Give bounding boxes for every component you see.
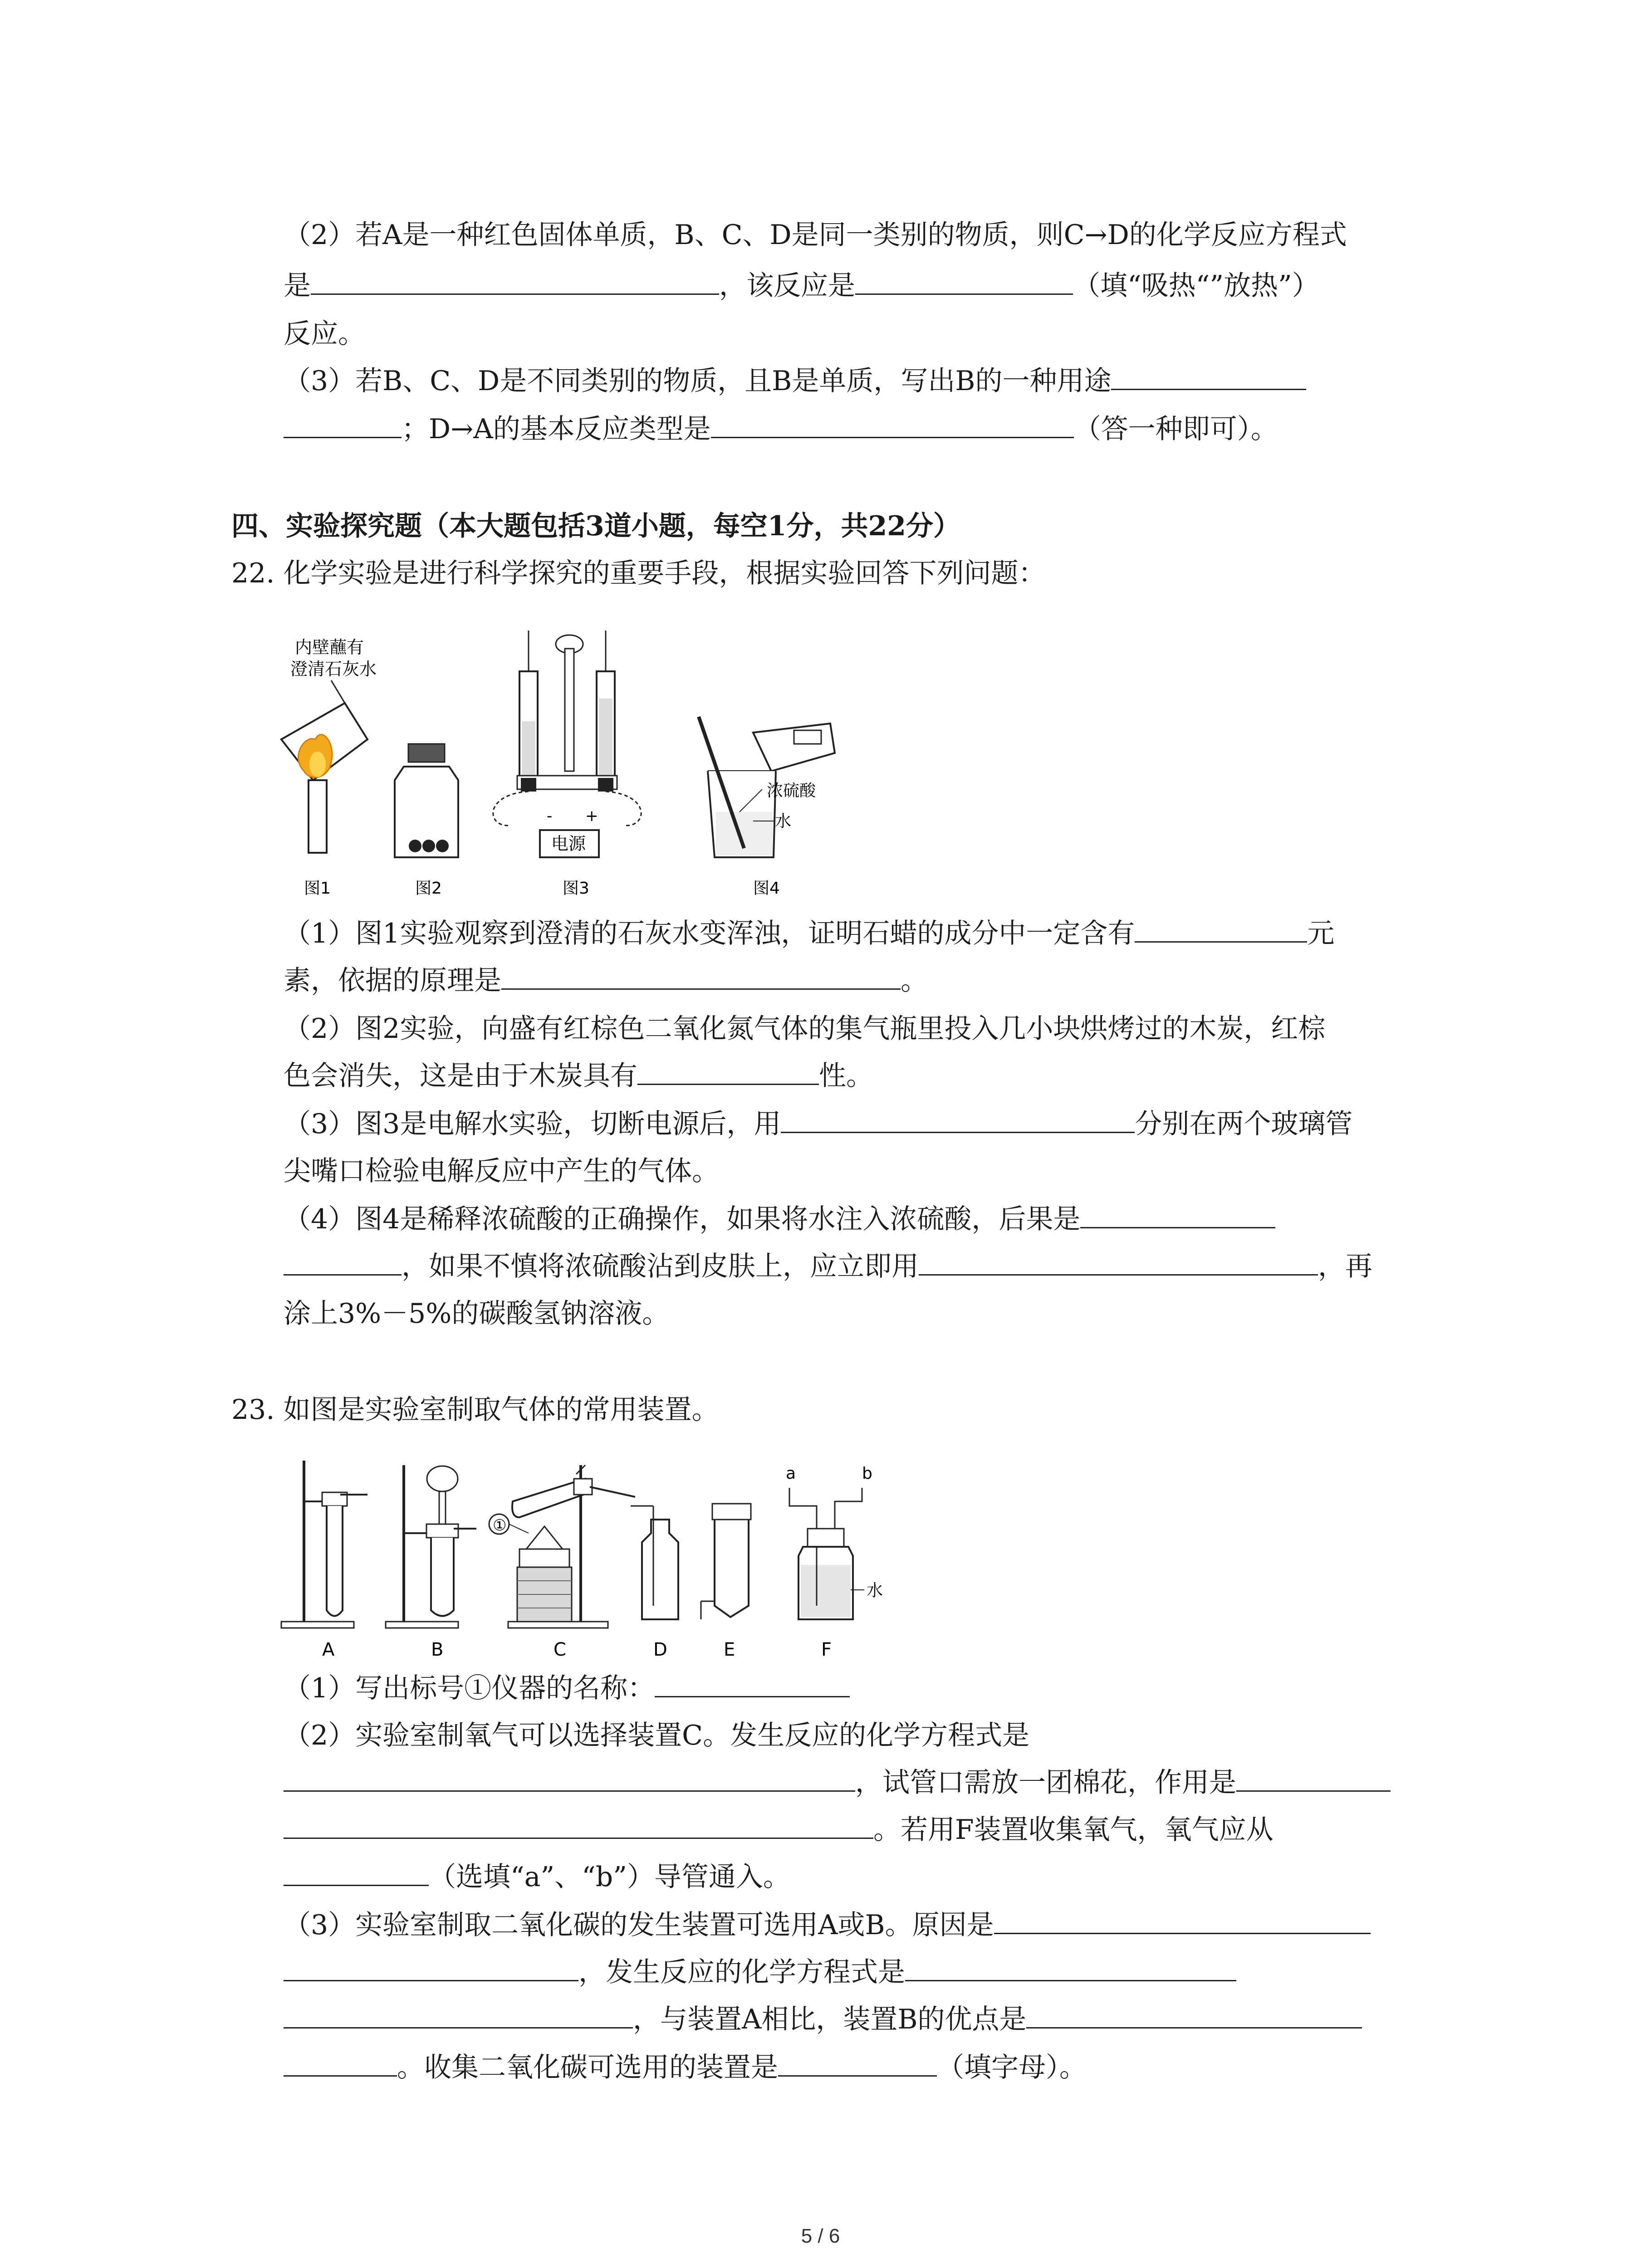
label-F: F [821,1639,832,1660]
q23-part3-line4: 。收集二氧化碳可选用的装置是 （填字母）。 [284,2045,1087,2090]
q21-part2-line1: （2）若A是一种红色固体单质，B、C、D是同一类别的物质，则C→D的化学反应方程式 [284,219,1347,251]
apparatus-E [701,1504,751,1660]
fig3-minus: - [547,807,553,825]
answer-blank[interactable] [311,265,719,295]
q23-part3-line3: ，与装置A相比，装置B的优点是 [284,1997,1362,2042]
page-number: 5 / 6 [801,2225,840,2247]
answer-blank[interactable] [284,1999,633,2028]
water-label: 水 [867,1581,883,1600]
answer-blank[interactable] [284,409,402,438]
answer-blank[interactable] [655,1668,850,1697]
fig4-caption: 图4 [753,879,780,898]
q22-part1-line2: 素，依据的原理是 。 [284,958,928,1003]
fig1-candle-beaker [281,637,377,853]
q22-part3-line1: （3）图3是电解水实验，切断电源后，用 分别在两个玻璃管 [284,1101,1352,1147]
fig1-caption: 图1 [304,879,331,898]
label-D: D [653,1639,667,1660]
q22-part3-line2: 尖嘴口检验电解反应中产生的气体。 [284,1155,719,1187]
q23-part2-line4: （选填“a”、“b”）导管通入。 [284,1854,790,1900]
q22-part2-line2: 色会消失，这是由于木炭具有 性。 [284,1053,873,1099]
q22-part4-line2: ，如果不慎将浓硫酸沾到皮肤上，应立即用 ，再 [284,1244,1372,1289]
fig1-note-line1: 内壁蘸有 [295,637,364,657]
answer-blank[interactable] [1135,913,1307,943]
answer-blank[interactable] [1236,1762,1391,1792]
q22-part2-line1: （2）图2实验，向盛有红棕色二氧化氮气体的集气瓶里投入几小块烘烤过的木炭，红棕 [284,1013,1326,1045]
answer-blank[interactable] [284,1952,578,1981]
answer-blank[interactable] [994,1905,1371,1934]
apparatus-D [631,1506,678,1660]
answer-blank[interactable] [778,2047,937,2077]
answer-blank[interactable] [1111,361,1306,390]
q22-figure [272,621,862,912]
answer-blank[interactable] [501,960,901,990]
q23-part3-line1: （3）实验室制取二氧化碳的发生装置可选用A或B。原因是 [284,1902,1371,1948]
fig1-note-line2: 澄清石灰水 [290,659,377,679]
q23-part2-line1: （2）实验室制氧气可以选择装置C。发生反应的化学方程式是 [284,1720,1030,1751]
apparatus-B [386,1465,476,1660]
fig2-caption: 图2 [415,879,442,898]
fig2-gas-bottle [395,744,458,857]
fig3-plus: + [585,807,598,825]
q21-part3-line2: ；D→A的基本反应类型是 （答一种即可）。 [284,406,1278,452]
fig4-dilution [699,717,835,857]
q23-stem: 23. 如图是实验室制取气体的常用装置。 [231,1394,719,1426]
label-C: C [554,1639,566,1660]
q21-part2-line2: 是 ，该反应是 （填“吸热“”放热”） [284,263,1319,308]
fig3-power-label: 电源 [551,834,586,854]
q22-part4-line3: 涂上3%－5%的碳酸氢钠溶液。 [284,1298,670,1330]
answer-blank[interactable] [919,1246,1318,1276]
q22-part4-line1: （4）图4是稀释浓硫酸的正确操作，如果将水注入浓硫酸，后果是 [284,1197,1275,1242]
apparatus-A [281,1461,367,1660]
label-E: E [724,1639,735,1660]
tube-b-label: b [862,1464,872,1483]
apparatus-C [489,1465,635,1660]
q23-figure [272,1452,975,1669]
answer-blank[interactable] [284,1246,402,1276]
answer-blank[interactable] [284,1857,429,1886]
tube-a-label: a [786,1464,796,1483]
q23-part3-line2: ，发生反应的化学方程式是 [284,1950,1236,1995]
section-title: 四、实验探究题（本大题包括3道小题，每空1分，共22分） [231,510,960,542]
apparatus-F [786,1464,883,1660]
answer-blank[interactable] [1026,1999,1362,2028]
q21-part2-line3: 反应。 [284,318,365,350]
answer-blank[interactable] [284,1809,873,1839]
answer-blank[interactable] [284,2047,397,2077]
label-B: B [431,1639,444,1660]
q23-part2-line2: ，试管口需放一团棉花，作用是 [284,1760,1391,1805]
label-A: A [322,1639,335,1660]
answer-blank[interactable] [781,1104,1135,1133]
fig3-electrolysis [493,631,641,857]
answer-blank[interactable] [905,1952,1236,1981]
answer-blank[interactable] [1080,1199,1275,1228]
q23-part1: （1）写出标号①仪器的名称： [284,1666,850,1711]
q21-part3-line1: （3）若B、C、D是不同类别的物质，且B是单质，写出B的一种用途 [284,358,1306,404]
answer-blank[interactable] [855,265,1073,295]
q22-stem: 22. 化学实验是进行科学探究的重要手段，根据实验回答下列问题： [231,557,1046,589]
fig3-caption: 图3 [563,879,589,898]
answer-blank[interactable] [284,1762,855,1792]
mark-1: ① [493,1516,507,1535]
fig4-water-label: 水 [775,812,792,831]
q23-part2-line3: 。若用F装置收集氧气，氧气应从 [284,1807,1274,1853]
q22-part1-line1: （1）图1实验观察到澄清的石灰水变浑浊，证明石蜡的成分中一定含有 元 [284,911,1334,956]
answer-blank[interactable] [637,1056,819,1085]
fig4-acid-label: 浓硫酸 [767,782,816,800]
answer-blank[interactable] [711,409,1074,438]
